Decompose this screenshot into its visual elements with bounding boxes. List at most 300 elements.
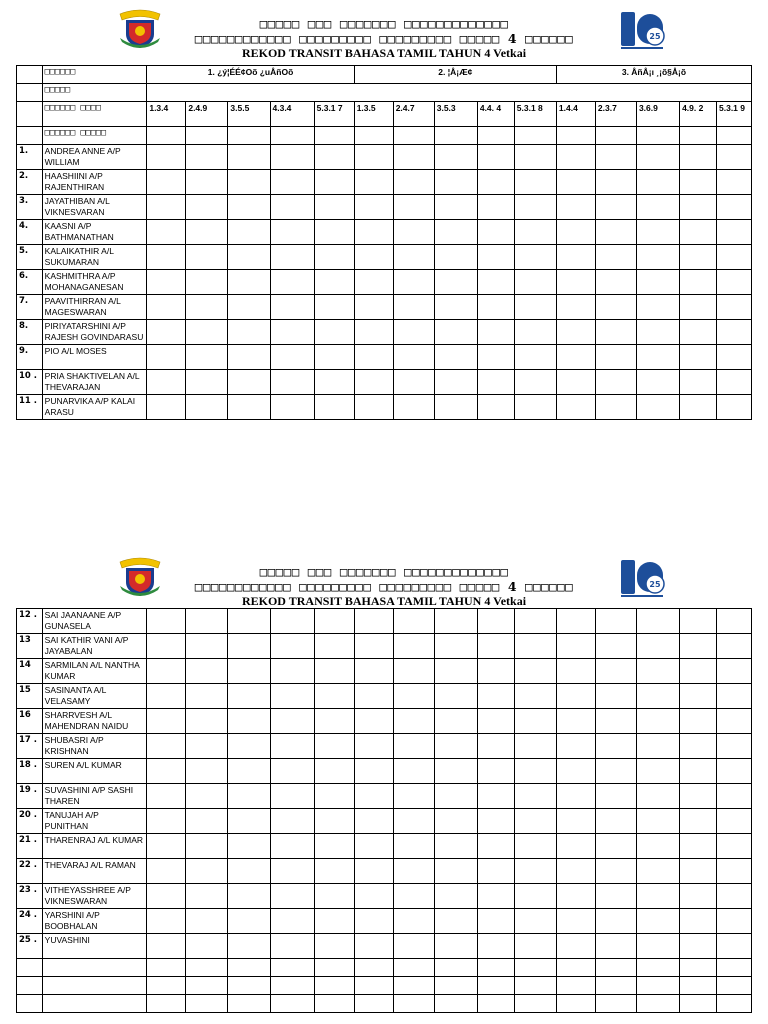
- mark-cell[interactable]: [147, 859, 186, 884]
- mark-cell[interactable]: [147, 345, 186, 370]
- mark-cell[interactable]: [556, 195, 595, 220]
- empty-cell[interactable]: [595, 959, 636, 977]
- mark-cell[interactable]: [393, 245, 434, 270]
- empty-cell[interactable]: [186, 995, 228, 1013]
- empty-cell[interactable]: [595, 995, 636, 1013]
- mark-cell[interactable]: [717, 370, 752, 395]
- mark-cell[interactable]: [186, 884, 228, 909]
- empty-cell[interactable]: [680, 959, 717, 977]
- mark-cell[interactable]: [595, 784, 636, 809]
- mark-cell[interactable]: [514, 345, 556, 370]
- mark-cell[interactable]: [147, 145, 186, 170]
- empty-cell[interactable]: [477, 995, 514, 1013]
- mark-cell[interactable]: [556, 345, 595, 370]
- mark-cell[interactable]: [186, 709, 228, 734]
- mark-cell[interactable]: [477, 934, 514, 959]
- mark-cell[interactable]: [477, 884, 514, 909]
- mark-cell[interactable]: [147, 934, 186, 959]
- mark-cell[interactable]: [314, 759, 354, 784]
- mark-cell[interactable]: [514, 834, 556, 859]
- mark-cell[interactable]: [716, 609, 751, 634]
- mark-cell[interactable]: [716, 859, 751, 884]
- mark-cell[interactable]: [186, 195, 228, 220]
- mark-cell[interactable]: [314, 609, 354, 634]
- mark-cell[interactable]: [477, 809, 514, 834]
- mark-cell[interactable]: [393, 634, 434, 659]
- mark-cell[interactable]: [228, 370, 270, 395]
- mark-cell[interactable]: [680, 634, 717, 659]
- mark-cell[interactable]: [477, 734, 514, 759]
- mark-cell[interactable]: [228, 634, 270, 659]
- mark-cell[interactable]: [514, 934, 556, 959]
- mark-cell[interactable]: [636, 634, 679, 659]
- mark-cell[interactable]: [514, 734, 556, 759]
- mark-cell[interactable]: [354, 220, 393, 245]
- mark-cell[interactable]: [270, 220, 314, 245]
- mark-cell[interactable]: [147, 370, 186, 395]
- mark-cell[interactable]: [228, 759, 270, 784]
- mark-cell[interactable]: [556, 145, 595, 170]
- mark-cell[interactable]: [636, 345, 679, 370]
- mark-cell[interactable]: [314, 634, 354, 659]
- mark-cell[interactable]: [556, 659, 595, 684]
- mark-cell[interactable]: [393, 345, 434, 370]
- mark-cell[interactable]: [477, 345, 514, 370]
- mark-cell[interactable]: [270, 320, 314, 345]
- mark-cell[interactable]: [314, 320, 354, 345]
- mark-cell[interactable]: [354, 884, 393, 909]
- mark-cell[interactable]: [716, 759, 751, 784]
- mark-cell[interactable]: [514, 195, 556, 220]
- mark-cell[interactable]: [228, 809, 270, 834]
- mark-cell[interactable]: [477, 145, 514, 170]
- empty-cell[interactable]: [556, 977, 595, 995]
- mark-cell[interactable]: [636, 395, 679, 420]
- mark-cell[interactable]: [228, 859, 270, 884]
- mark-cell[interactable]: [314, 659, 354, 684]
- mark-cell[interactable]: [186, 759, 228, 784]
- mark-cell[interactable]: [354, 634, 393, 659]
- mark-cell[interactable]: [147, 609, 186, 634]
- mark-cell[interactable]: [186, 370, 228, 395]
- mark-cell[interactable]: [680, 170, 717, 195]
- empty-cell[interactable]: [556, 959, 595, 977]
- mark-cell[interactable]: [354, 784, 393, 809]
- empty-cell[interactable]: [354, 959, 393, 977]
- mark-cell[interactable]: [147, 195, 186, 220]
- mark-cell[interactable]: [228, 734, 270, 759]
- mark-cell[interactable]: [186, 145, 228, 170]
- mark-cell[interactable]: [556, 709, 595, 734]
- mark-cell[interactable]: [354, 834, 393, 859]
- mark-cell[interactable]: [680, 345, 717, 370]
- mark-cell[interactable]: [595, 884, 636, 909]
- mark-cell[interactable]: [147, 809, 186, 834]
- mark-cell[interactable]: [186, 170, 228, 195]
- mark-cell[interactable]: [434, 859, 477, 884]
- mark-cell[interactable]: [477, 684, 514, 709]
- mark-cell[interactable]: [595, 834, 636, 859]
- mark-cell[interactable]: [354, 809, 393, 834]
- mark-cell[interactable]: [393, 295, 434, 320]
- mark-cell[interactable]: [680, 884, 717, 909]
- mark-cell[interactable]: [716, 934, 751, 959]
- empty-cell[interactable]: [42, 977, 147, 995]
- mark-cell[interactable]: [595, 809, 636, 834]
- empty-cell[interactable]: [147, 959, 186, 977]
- mark-cell[interactable]: [717, 245, 752, 270]
- mark-cell[interactable]: [680, 859, 717, 884]
- mark-cell[interactable]: [393, 859, 434, 884]
- mark-cell[interactable]: [354, 909, 393, 934]
- mark-cell[interactable]: [147, 734, 186, 759]
- mark-cell[interactable]: [270, 634, 314, 659]
- mark-cell[interactable]: [354, 609, 393, 634]
- mark-cell[interactable]: [270, 659, 314, 684]
- mark-cell[interactable]: [595, 320, 636, 345]
- mark-cell[interactable]: [434, 834, 477, 859]
- mark-cell[interactable]: [716, 709, 751, 734]
- empty-cell[interactable]: [147, 977, 186, 995]
- mark-cell[interactable]: [314, 345, 354, 370]
- mark-cell[interactable]: [434, 659, 477, 684]
- mark-cell[interactable]: [636, 859, 679, 884]
- mark-cell[interactable]: [680, 734, 717, 759]
- mark-cell[interactable]: [228, 295, 270, 320]
- mark-cell[interactable]: [393, 809, 434, 834]
- mark-cell[interactable]: [354, 370, 393, 395]
- mark-cell[interactable]: [680, 709, 717, 734]
- mark-cell[interactable]: [514, 270, 556, 295]
- mark-cell[interactable]: [147, 684, 186, 709]
- empty-cell[interactable]: [434, 977, 477, 995]
- mark-cell[interactable]: [270, 734, 314, 759]
- mark-cell[interactable]: [228, 270, 270, 295]
- mark-cell[interactable]: [270, 245, 314, 270]
- mark-cell[interactable]: [595, 859, 636, 884]
- empty-cell[interactable]: [147, 995, 186, 1013]
- mark-cell[interactable]: [477, 659, 514, 684]
- empty-cell[interactable]: [354, 977, 393, 995]
- mark-cell[interactable]: [717, 170, 752, 195]
- mark-cell[interactable]: [636, 934, 679, 959]
- mark-cell[interactable]: [636, 784, 679, 809]
- mark-cell[interactable]: [514, 859, 556, 884]
- empty-cell[interactable]: [354, 995, 393, 1013]
- empty-cell[interactable]: [680, 995, 717, 1013]
- mark-cell[interactable]: [514, 759, 556, 784]
- mark-cell[interactable]: [556, 295, 595, 320]
- mark-cell[interactable]: [314, 395, 354, 420]
- mark-cell[interactable]: [434, 195, 477, 220]
- mark-cell[interactable]: [147, 220, 186, 245]
- mark-cell[interactable]: [393, 395, 434, 420]
- mark-cell[interactable]: [228, 345, 270, 370]
- mark-cell[interactable]: [434, 145, 477, 170]
- mark-cell[interactable]: [434, 245, 477, 270]
- mark-cell[interactable]: [556, 809, 595, 834]
- empty-cell[interactable]: [514, 959, 556, 977]
- mark-cell[interactable]: [147, 909, 186, 934]
- mark-cell[interactable]: [354, 934, 393, 959]
- mark-cell[interactable]: [314, 220, 354, 245]
- mark-cell[interactable]: [314, 834, 354, 859]
- mark-cell[interactable]: [434, 909, 477, 934]
- mark-cell[interactable]: [354, 145, 393, 170]
- mark-cell[interactable]: [477, 634, 514, 659]
- mark-cell[interactable]: [270, 145, 314, 170]
- mark-cell[interactable]: [270, 934, 314, 959]
- empty-cell[interactable]: [314, 977, 354, 995]
- mark-cell[interactable]: [354, 859, 393, 884]
- mark-cell[interactable]: [314, 370, 354, 395]
- mark-cell[interactable]: [680, 145, 717, 170]
- empty-cell[interactable]: [477, 977, 514, 995]
- mark-cell[interactable]: [186, 909, 228, 934]
- mark-cell[interactable]: [354, 395, 393, 420]
- mark-cell[interactable]: [314, 270, 354, 295]
- mark-cell[interactable]: [514, 370, 556, 395]
- mark-cell[interactable]: [514, 684, 556, 709]
- mark-cell[interactable]: [228, 884, 270, 909]
- empty-cell[interactable]: [314, 995, 354, 1013]
- empty-cell[interactable]: [228, 977, 270, 995]
- mark-cell[interactable]: [514, 295, 556, 320]
- mark-cell[interactable]: [680, 320, 717, 345]
- mark-cell[interactable]: [477, 609, 514, 634]
- mark-cell[interactable]: [636, 270, 679, 295]
- mark-cell[interactable]: [636, 709, 679, 734]
- mark-cell[interactable]: [354, 659, 393, 684]
- mark-cell[interactable]: [434, 759, 477, 784]
- mark-cell[interactable]: [186, 934, 228, 959]
- mark-cell[interactable]: [716, 684, 751, 709]
- mark-cell[interactable]: [477, 170, 514, 195]
- mark-cell[interactable]: [636, 145, 679, 170]
- mark-cell[interactable]: [636, 245, 679, 270]
- mark-cell[interactable]: [228, 784, 270, 809]
- mark-cell[interactable]: [393, 734, 434, 759]
- mark-cell[interactable]: [354, 170, 393, 195]
- mark-cell[interactable]: [186, 245, 228, 270]
- mark-cell[interactable]: [556, 395, 595, 420]
- empty-cell[interactable]: [514, 995, 556, 1013]
- mark-cell[interactable]: [477, 909, 514, 934]
- mark-cell[interactable]: [556, 759, 595, 784]
- empty-cell[interactable]: [636, 995, 679, 1013]
- mark-cell[interactable]: [595, 220, 636, 245]
- mark-cell[interactable]: [434, 345, 477, 370]
- mark-cell[interactable]: [716, 834, 751, 859]
- mark-cell[interactable]: [514, 784, 556, 809]
- empty-cell[interactable]: [314, 959, 354, 977]
- mark-cell[interactable]: [680, 659, 717, 684]
- mark-cell[interactable]: [314, 195, 354, 220]
- mark-cell[interactable]: [716, 884, 751, 909]
- mark-cell[interactable]: [228, 709, 270, 734]
- mark-cell[interactable]: [636, 170, 679, 195]
- mark-cell[interactable]: [147, 884, 186, 909]
- mark-cell[interactable]: [147, 395, 186, 420]
- mark-cell[interactable]: [680, 395, 717, 420]
- mark-cell[interactable]: [636, 320, 679, 345]
- mark-cell[interactable]: [434, 609, 477, 634]
- mark-cell[interactable]: [595, 909, 636, 934]
- mark-cell[interactable]: [595, 245, 636, 270]
- mark-cell[interactable]: [270, 370, 314, 395]
- mark-cell[interactable]: [314, 709, 354, 734]
- mark-cell[interactable]: [434, 784, 477, 809]
- mark-cell[interactable]: [556, 684, 595, 709]
- mark-cell[interactable]: [514, 909, 556, 934]
- empty-cell[interactable]: [556, 995, 595, 1013]
- empty-cell[interactable]: [228, 959, 270, 977]
- mark-cell[interactable]: [314, 909, 354, 934]
- mark-cell[interactable]: [680, 909, 717, 934]
- empty-cell[interactable]: [393, 995, 434, 1013]
- mark-cell[interactable]: [595, 295, 636, 320]
- mark-cell[interactable]: [270, 295, 314, 320]
- mark-cell[interactable]: [556, 370, 595, 395]
- mark-cell[interactable]: [354, 270, 393, 295]
- mark-cell[interactable]: [270, 784, 314, 809]
- mark-cell[interactable]: [477, 759, 514, 784]
- mark-cell[interactable]: [556, 884, 595, 909]
- mark-cell[interactable]: [434, 734, 477, 759]
- mark-cell[interactable]: [556, 245, 595, 270]
- mark-cell[interactable]: [680, 245, 717, 270]
- mark-cell[interactable]: [147, 270, 186, 295]
- mark-cell[interactable]: [434, 295, 477, 320]
- mark-cell[interactable]: [314, 245, 354, 270]
- mark-cell[interactable]: [393, 884, 434, 909]
- mark-cell[interactable]: [314, 734, 354, 759]
- mark-cell[interactable]: [477, 370, 514, 395]
- mark-cell[interactable]: [717, 345, 752, 370]
- mark-cell[interactable]: [636, 759, 679, 784]
- empty-cell[interactable]: [393, 959, 434, 977]
- mark-cell[interactable]: [354, 345, 393, 370]
- mark-cell[interactable]: [186, 734, 228, 759]
- mark-cell[interactable]: [228, 909, 270, 934]
- mark-cell[interactable]: [270, 395, 314, 420]
- mark-cell[interactable]: [186, 684, 228, 709]
- mark-cell[interactable]: [147, 759, 186, 784]
- mark-cell[interactable]: [434, 395, 477, 420]
- mark-cell[interactable]: [228, 934, 270, 959]
- mark-cell[interactable]: [636, 295, 679, 320]
- mark-cell[interactable]: [434, 709, 477, 734]
- mark-cell[interactable]: [434, 884, 477, 909]
- mark-cell[interactable]: [314, 784, 354, 809]
- mark-cell[interactable]: [716, 909, 751, 934]
- mark-cell[interactable]: [556, 909, 595, 934]
- mark-cell[interactable]: [393, 195, 434, 220]
- mark-cell[interactable]: [477, 834, 514, 859]
- mark-cell[interactable]: [636, 884, 679, 909]
- mark-cell[interactable]: [636, 834, 679, 859]
- mark-cell[interactable]: [595, 345, 636, 370]
- mark-cell[interactable]: [228, 195, 270, 220]
- mark-cell[interactable]: [556, 220, 595, 245]
- mark-cell[interactable]: [393, 684, 434, 709]
- empty-cell[interactable]: [270, 977, 314, 995]
- mark-cell[interactable]: [434, 634, 477, 659]
- mark-cell[interactable]: [716, 634, 751, 659]
- mark-cell[interactable]: [186, 295, 228, 320]
- mark-cell[interactable]: [716, 734, 751, 759]
- mark-cell[interactable]: [595, 145, 636, 170]
- mark-cell[interactable]: [147, 784, 186, 809]
- mark-cell[interactable]: [477, 195, 514, 220]
- mark-cell[interactable]: [393, 370, 434, 395]
- mark-cell[interactable]: [556, 170, 595, 195]
- mark-cell[interactable]: [393, 709, 434, 734]
- mark-cell[interactable]: [393, 834, 434, 859]
- mark-cell[interactable]: [636, 220, 679, 245]
- mark-cell[interactable]: [716, 809, 751, 834]
- mark-cell[interactable]: [556, 320, 595, 345]
- mark-cell[interactable]: [477, 320, 514, 345]
- mark-cell[interactable]: [680, 609, 717, 634]
- mark-cell[interactable]: [636, 609, 679, 634]
- mark-cell[interactable]: [228, 320, 270, 345]
- mark-cell[interactable]: [717, 270, 752, 295]
- mark-cell[interactable]: [680, 934, 717, 959]
- mark-cell[interactable]: [354, 320, 393, 345]
- mark-cell[interactable]: [434, 170, 477, 195]
- mark-cell[interactable]: [270, 909, 314, 934]
- empty-cell[interactable]: [393, 977, 434, 995]
- mark-cell[interactable]: [354, 295, 393, 320]
- mark-cell[interactable]: [556, 634, 595, 659]
- mark-cell[interactable]: [228, 220, 270, 245]
- mark-cell[interactable]: [314, 934, 354, 959]
- mark-cell[interactable]: [595, 370, 636, 395]
- mark-cell[interactable]: [514, 634, 556, 659]
- mark-cell[interactable]: [514, 320, 556, 345]
- mark-cell[interactable]: [636, 659, 679, 684]
- mark-cell[interactable]: [434, 934, 477, 959]
- empty-cell[interactable]: [636, 977, 679, 995]
- mark-cell[interactable]: [717, 220, 752, 245]
- mark-cell[interactable]: [186, 859, 228, 884]
- mark-cell[interactable]: [147, 295, 186, 320]
- mark-cell[interactable]: [556, 784, 595, 809]
- mark-cell[interactable]: [314, 809, 354, 834]
- mark-cell[interactable]: [393, 609, 434, 634]
- mark-cell[interactable]: [680, 759, 717, 784]
- mark-cell[interactable]: [717, 395, 752, 420]
- mark-cell[interactable]: [514, 170, 556, 195]
- mark-cell[interactable]: [680, 220, 717, 245]
- mark-cell[interactable]: [434, 270, 477, 295]
- empty-cell[interactable]: [636, 959, 679, 977]
- mark-cell[interactable]: [393, 934, 434, 959]
- mark-cell[interactable]: [186, 809, 228, 834]
- mark-cell[interactable]: [680, 370, 717, 395]
- empty-cell[interactable]: [42, 959, 147, 977]
- mark-cell[interactable]: [270, 684, 314, 709]
- mark-cell[interactable]: [514, 145, 556, 170]
- mark-cell[interactable]: [186, 320, 228, 345]
- empty-cell[interactable]: [17, 977, 43, 995]
- mark-cell[interactable]: [186, 270, 228, 295]
- mark-cell[interactable]: [680, 195, 717, 220]
- mark-cell[interactable]: [477, 295, 514, 320]
- mark-cell[interactable]: [354, 734, 393, 759]
- mark-cell[interactable]: [354, 195, 393, 220]
